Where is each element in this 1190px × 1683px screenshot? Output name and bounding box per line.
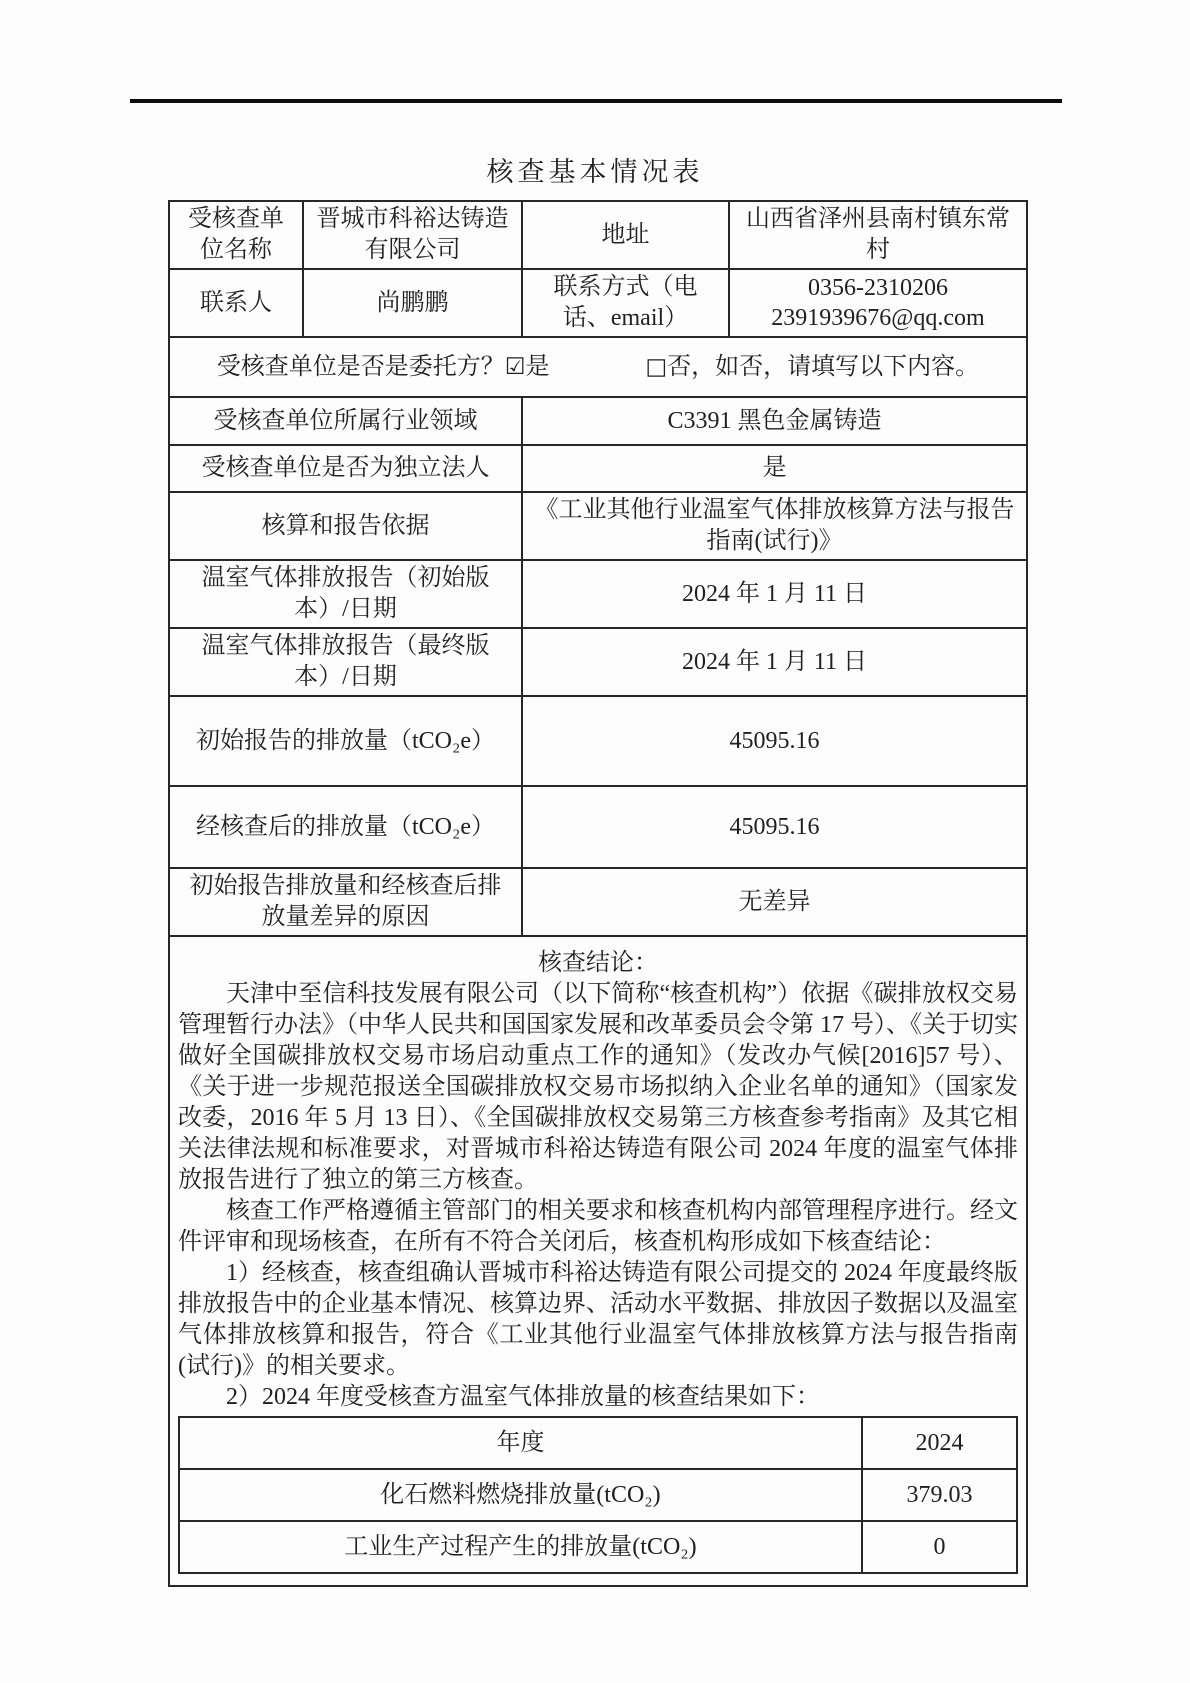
table-row — [169, 696, 1027, 786]
contact-person-label: 联系人 — [169, 269, 303, 337]
initial-emission-value: 45095.16 — [522, 696, 1027, 786]
initial-report-label: 温室气体排放报告（初始版本）/日期 — [169, 560, 522, 628]
entrust-question: 受核查单位是否是委托方？ — [216, 353, 505, 380]
contact-method-value — [729, 269, 1027, 337]
fossil-fuel-emission-label: 化石燃料燃烧排放量(tCO₂) — [179, 1469, 862, 1521]
industry-label: 受核查单位所属行业领域 — [169, 397, 522, 445]
conclusion-paragraph-3: 1）经核查，核查组确认晋城市科裕达铸造有限公司提交的 2024 年度最终版排放报告中的企业基本情况、核算边界、活动水平数据、排放因子数据以及温室气体排放核算和报告，符合《工业其他行业温室气体排放核算方法与报告指南(试行)》的相关要求。 — [178, 1260, 1018, 1379]
table-row — [169, 269, 1027, 337]
legal-entity-value: 是 — [522, 445, 1027, 492]
basic-info-table — [168, 200, 1028, 1587]
initial-report-date: 2024 年 1 月 11 日 — [522, 560, 1027, 628]
address-label: 地址 — [522, 201, 729, 269]
conclusion-row — [169, 936, 1027, 1586]
result-row-fossil — [179, 1469, 1017, 1521]
table-row — [169, 201, 1027, 269]
entrust-question-cell — [169, 337, 1027, 397]
contact-phone: 0356-2310206 — [808, 275, 948, 301]
industrial-process-emission-label: 工业生产过程产生的排放量(tCO₂) — [179, 1521, 862, 1573]
contact-email: 2391939676@qq.com — [771, 305, 985, 331]
table-row — [169, 560, 1027, 628]
industrial-process-emission-value: 0 — [862, 1521, 1017, 1573]
verified-emission-value: 45095.16 — [522, 786, 1027, 868]
document-title: 核查基本情况表 — [486, 157, 704, 187]
final-report-label: 温室气体排放报告（最终版本）/日期 — [169, 628, 522, 696]
table-row — [169, 786, 1027, 868]
checkbox-yes-checked-icon: ☑ — [504, 353, 526, 380]
table-row — [169, 492, 1027, 560]
fossil-fuel-emission-value: 379.03 — [862, 1469, 1017, 1521]
conclusion-paragraph-2: 核查工作严格遵循主管部门的相关要求和核查机构内部管理程序进行。经文件评审和现场核查，在所有不符合关闭后，核查机构形成如下核查结论： — [178, 1198, 1018, 1255]
conclusion-heading: 核查结论： — [538, 950, 658, 976]
difference-reason-label: 初始报告排放量和经核查后排放量差异的原因 — [169, 868, 522, 936]
basis-label: 核算和报告依据 — [169, 492, 522, 560]
table-row — [169, 397, 1027, 445]
contact-method-label: 联系方式（电话、email） — [522, 269, 729, 337]
address-value: 山西省泽州县南村镇东常村 — [729, 201, 1027, 269]
header-rule — [130, 99, 1062, 103]
emission-result-table — [178, 1416, 1018, 1574]
entrust-no-label: 否，如否，请填写以下内容。 — [667, 353, 980, 380]
conclusion-paragraph-4: 2）2024 年度受核查方温室气体排放量的核查结果如下： — [226, 1384, 820, 1410]
entrust-row — [169, 337, 1027, 397]
table-row — [169, 868, 1027, 936]
conclusion-cell — [169, 936, 1027, 1586]
difference-reason-value: 无差异 — [522, 868, 1027, 936]
contact-person-value: 尚鹏鹏 — [303, 269, 522, 337]
initial-emission-label: 初始报告的排放量（tCO₂e） — [169, 696, 522, 786]
unit-name-label: 受核查单位名称 — [169, 201, 303, 269]
verified-emission-label: 经核查后的排放量（tCO₂e） — [169, 786, 522, 868]
conclusion-paragraph-1: 天津中至信科技发展有限公司（以下简称“核查机构”）依据《碳排放权交易管理暂行办法》（中华人民共和国国家发展和改革委员会令第 17 号）、《关于切实做好全国碳排放权交易市场启动重点工作的通知》（发改办气候[2016]57 号）、《关于进一步规范报送全国碳排放权交易市场拟纳入企业名单的通知》（国家发改委，2016 年 5 月 13 日）、《全国碳排放权交易第三方核查参考指南》及其它相关法律法规和标准要求，对晋城市科裕达铸造有限公司 2024 年度的温室气体排放报告进行了独立的第三方核查。 — [178, 981, 1018, 1193]
industry-value: C3391 黑色金属铸造 — [522, 397, 1027, 445]
table-row — [169, 628, 1027, 696]
checkbox-no-unchecked-icon: □ — [645, 353, 668, 380]
result-header-row — [179, 1417, 1017, 1469]
result-row-process — [179, 1521, 1017, 1573]
final-report-date: 2024 年 1 月 11 日 — [522, 628, 1027, 696]
year-value: 2024 — [862, 1417, 1017, 1469]
unit-name-value: 晋城市科裕达铸造有限公司 — [303, 201, 522, 269]
year-label: 年度 — [179, 1417, 862, 1469]
basis-value: 《工业其他行业温室气体排放核算方法与报告指南(试行)》 — [522, 492, 1027, 560]
legal-entity-label: 受核查单位是否为独立法人 — [169, 445, 522, 492]
entrust-yes-label: 是 — [525, 353, 550, 380]
table-row — [169, 445, 1027, 492]
